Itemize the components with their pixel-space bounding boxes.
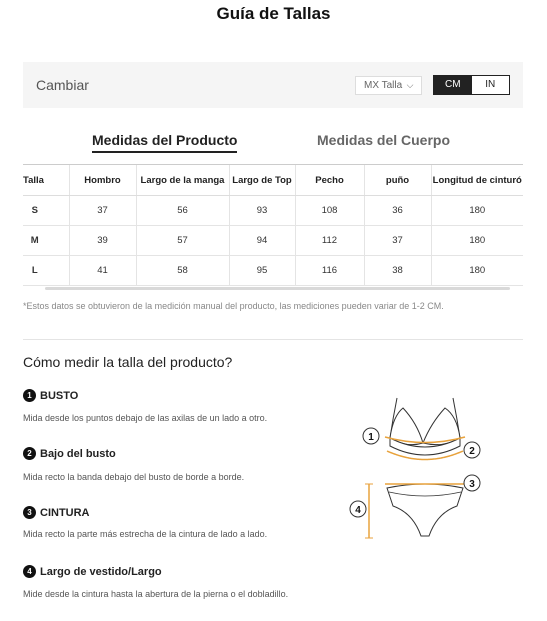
measure-title: Bajo del busto (40, 447, 116, 460)
column-header: Largo de la manga (136, 165, 229, 196)
measure-title: CINTURA (40, 506, 90, 519)
bikini-measurement-illustration (345, 388, 495, 548)
table-cell: 112 (295, 226, 364, 256)
table-horizontal-scrollbar[interactable] (45, 287, 510, 290)
measure-description: Mida desde los puntos debajo de las axilas de un lado a otro. (23, 413, 268, 423)
table-cell: 108 (295, 196, 364, 226)
table-cell: S (23, 196, 69, 226)
table-cell: 41 (69, 256, 136, 286)
marker-label: 3 (469, 479, 475, 490)
table-row (23, 226, 523, 256)
size-table (23, 164, 523, 286)
table-cell: 56 (136, 196, 229, 226)
table-cell: 93 (229, 196, 295, 226)
measure-title: Largo de vestido/Largo (40, 565, 162, 578)
tab-body-measurements[interactable]: Medidas del Cuerpo (317, 132, 451, 148)
number-badge: 3 (23, 506, 36, 519)
unit-toggle (433, 75, 510, 95)
measure-description: Mide desde la cintura hasta la abertura de la pierna o el dobladillo. (23, 589, 289, 599)
change-label: Cambiar (36, 77, 89, 93)
table-cell: 37 (69, 196, 136, 226)
how-to-measure-title: Cómo medir la talla del producto? (23, 354, 233, 370)
measure-title: BUSTO (40, 389, 79, 402)
column-header: puño (364, 165, 431, 196)
column-header: Pecho (295, 165, 364, 196)
marker-label: 2 (469, 446, 475, 457)
measure-item-waist (23, 506, 313, 540)
column-header: Talla (23, 165, 69, 196)
measurement-tabs (23, 132, 523, 156)
table-cell: 39 (69, 226, 136, 256)
column-header: Largo de Top (229, 165, 295, 196)
marker-label: 4 (355, 505, 361, 516)
unit-in-button[interactable]: IN (485, 79, 496, 90)
tab-product-measurements[interactable]: Medidas del Producto (92, 132, 237, 153)
table-row (23, 196, 523, 226)
table-cell: 180 (431, 256, 523, 286)
table-row (23, 256, 523, 286)
measure-item-underbust (23, 447, 313, 483)
bikini-diagram (345, 388, 495, 548)
unit-cm-button[interactable]: CM (434, 76, 472, 94)
number-badge: 1 (23, 389, 36, 402)
table-cell: 95 (229, 256, 295, 286)
number-badge: 4 (23, 565, 36, 578)
table-cell: 180 (431, 226, 523, 256)
table-cell: 58 (136, 256, 229, 286)
column-header: Longitud de cinturó (431, 165, 523, 196)
measurement-note: *Estos datos se obtuvieron de la medición manual del producto, las mediciones pueden variar de 1-2 CM. (23, 301, 444, 311)
page-title: Guía de Tallas (216, 4, 331, 23)
size-region-select[interactable] (355, 76, 422, 95)
table-cell: 36 (364, 196, 431, 226)
table-cell: 94 (229, 226, 295, 256)
table-cell: 37 (364, 226, 431, 256)
table-cell: 116 (295, 256, 364, 286)
table-cell: 57 (136, 226, 229, 256)
measure-item-bust (23, 389, 313, 424)
measure-description: Mida recto la banda debajo del busto de borde a borde. (23, 472, 245, 482)
table-header-row (23, 165, 523, 196)
number-badge: 2 (23, 447, 36, 460)
table-cell: 180 (431, 196, 523, 226)
measure-description: Mida recto la parte más estrecha de la cintura de lado a lado. (23, 529, 268, 539)
chevron-down-icon: ⌵ (404, 80, 414, 90)
column-header: Hombro (69, 165, 136, 196)
size-region-value: MX Talla (364, 80, 403, 91)
table-cell: L (23, 256, 69, 286)
table-cell: 38 (364, 256, 431, 286)
measure-item-length (23, 565, 293, 600)
unit-settings-bar (23, 62, 523, 108)
divider (23, 339, 523, 340)
table-cell: M (23, 226, 69, 256)
marker-label: 1 (368, 432, 374, 443)
